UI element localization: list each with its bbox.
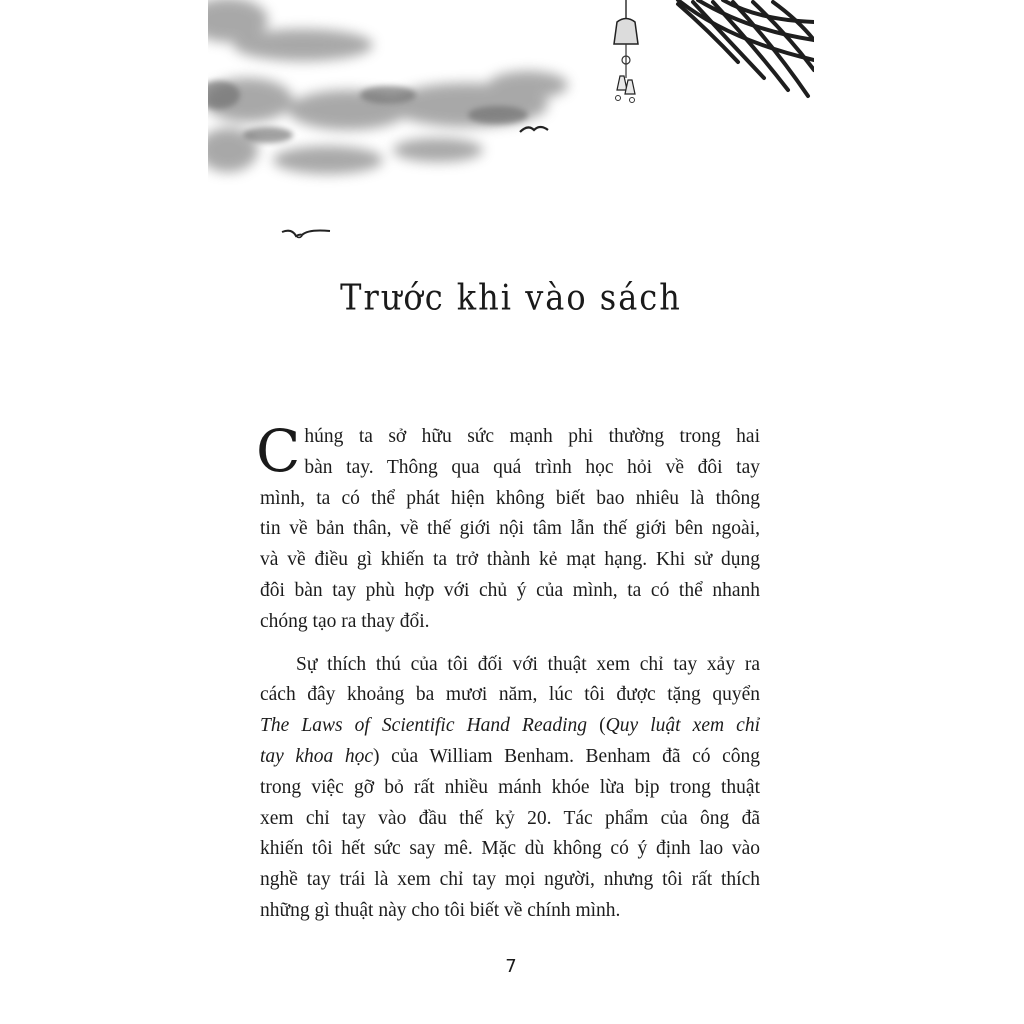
text-line: nghề tay trái là xem chỉ tay mọi người, nhưng tôi rất thích (260, 869, 760, 891)
book-title-vi-part1: Quy luật xem chỉ (605, 715, 761, 737)
text-line: đôi bàn tay phù hợp với chủ ý của mình, ta có thể nhanh (260, 579, 760, 601)
text-line: húng ta sở hữu sức mạnh phi thường trong hai (304, 426, 760, 447)
text-line: bàn tay. Thông qua quá trình học hỏi về đôi tay (304, 456, 760, 478)
paragraph-2 (260, 650, 760, 927)
bird-icon (280, 226, 332, 242)
text-line: tin về bản thân, về thế giới nội tâm lẫn thế giới bên ngoài, (260, 518, 760, 540)
text-line: và về điều gì khiến ta trở thành kẻ mạt hạng. Khi sử dụng (260, 549, 760, 571)
text-line: những gì thuật này cho tôi biết về chính mình. (260, 899, 621, 921)
text-line: trong việc gỡ bỏ rất nhiều mánh khóe lừa bịp trong thuật (260, 776, 760, 798)
text-line: Sự thích thú của tôi đối với thuật xem chỉ tay xảy ra (296, 653, 760, 675)
text-line: mình, ta có thể phát hiện không biết bao nhiêu là thông (260, 487, 760, 509)
body-text (256, 417, 761, 927)
text-line: cách đây khoảng ba mươi năm, lúc tôi được tặng quyển (260, 684, 760, 706)
text-line (260, 711, 760, 742)
text-line: xem chỉ tay vào đầu thế kỷ 20. Tác phẩm của ông đã (260, 807, 760, 829)
after-title: ) của William Benham. Benham đã có công (373, 745, 760, 767)
drop-cap: C (256, 417, 301, 485)
text-line: khiến tôi hết sức say mê. Mặc dù không có ý định lao vào (260, 838, 760, 860)
text-line (260, 742, 760, 773)
chapter-title: Trước khi vào sách (340, 275, 682, 319)
paragraph-1 (256, 417, 760, 638)
book-page (208, 0, 814, 1024)
book-title-vi-part2: tay khoa học (260, 745, 374, 767)
book-title-en: The Laws of Scientific Hand Reading (260, 715, 588, 737)
paren-open: ( (587, 715, 606, 737)
page-number: 7 (505, 956, 517, 977)
sky-clouds-bell-leaves-illustration (208, 0, 814, 200)
text-line: chóng tạo ra thay đổi. (260, 610, 430, 632)
